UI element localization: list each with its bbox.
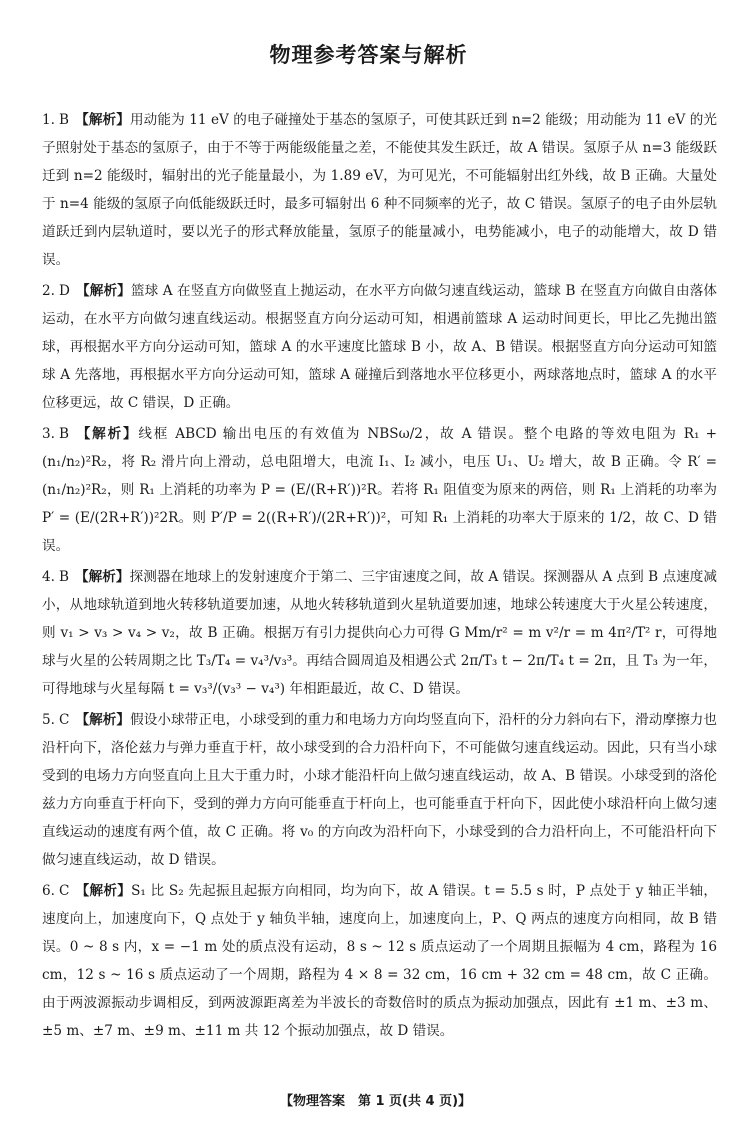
answer-letter: B	[58, 112, 69, 128]
analysis-text: 假设小球带正电，小球受到的重力和电场力方向均竖直向下，沿杆的分力斜向右下，滑动摩擦力也沿杆向下，洛伦兹力与弹力垂直于杆，故小球受到的合力沿杆向下，不可能做匀速直线运动。因此，只有当小球受到的电场力方向竖直向上且大于重力时，小球才能沿杆向上做匀速直线运动，故 A、B 错误。小球受到的洛伦兹力方向垂直于杆向下，受到的弹力方向可能垂直于杆向上，也可能垂直于杆向下，因此使小球沿杆向上做匀速直线运动的速度有两个值，故 C 正确。将 v₀ 的方向改为沿杆向下，小球受到的合力沿杆向上，不可能沿杆向下做匀速直线运动，故 D 错误。	[42, 712, 718, 868]
analysis-tag: 【解析】	[74, 569, 130, 585]
question-number: 4.	[42, 569, 55, 585]
page-footer: 【物理答案 第 1 页(共 4 页)】	[279, 1094, 472, 1109]
analysis-tag: 【解析】	[75, 283, 131, 299]
analysis-text: S₁ 比 S₂ 先起振且起振方向相同，均为向下，故 A 错误。t = 5.5 s 时，P 点处于 y 轴正半轴，速度向上，加速度向下，Q 点处于 y 轴负半轴，速度向上，加速度向上，P、Q 两点的速度方向相同，故 B 错误。0 ~ 8 s 内，x = −1 m 处的质点没有运动，8 s ~ 12 s 质点运动了一个周期且振幅为 4 cm，路程为 16 cm，12 s ~ 16 s 质点运动了一个周期，路程为 4 × 8 = 32 cm，16 cm + 32 cm = 48 cm，故 C 正确。由于两波源振动步调相反，到两波源距离差为半波长的奇数倍时的质点为振动加强点，因此有 ±1 m、±3 m、±5 m、±7 m、±9 m、±11 m 共 12 个振动加强点，故 D 错误。	[42, 883, 718, 1039]
question-number: 2.	[42, 283, 55, 299]
question-5	[20, 706, 717, 874]
analysis-text: 探测器在地球上的发射速度介于第二、三宇宙速度之间，故 A 错误。探测器从 A 点到 B 点速度减小，从地球轨道到地火转移轨道要加速，从地火转移轨道到火星轨道要加速，地球公转速度大于火星公转速度，则 v₁ > v₃ > v₄ > v₂，故 B 正确。根据万有引力提供向心力可得 G Mm/r² = m v²/r = m 4π²/T² r，可得地球与火星的公转周期之比 T₃/T₄ = v₄³/v₃³。再结合圆周追及相遇公式 2π/T₃ t − 2π/T₄ t = 2π，且 T₃ 为一年，可得地球与火星每隔 t = v₃³/(v₃³ − v₄³) 年相距最近，故 C、D 错误。	[42, 569, 718, 697]
answer-letter: B	[58, 426, 69, 442]
answer-letter: D	[58, 283, 70, 299]
analysis-tag: 【解析】	[75, 712, 131, 728]
analysis-tag: 【解析】	[74, 426, 139, 442]
analysis-text: 篮球 A 在竖直方向做竖直上抛运动，在水平方向做匀速直线运动，篮球 B 在竖直方向做自由落体运动，在水平方向做匀速直线运动。根据竖直方向分运动可知，相遇前篮球 A 运动时间更长，甲比乙先抛出篮球，再根据水平方向分运动可知，篮球 A 的水平速度比篮球 B 小，故 A、B 错误。根据竖直方向分运动可知篮球 A 先落地，再根据水平方向分运动可知，篮球 A 碰撞后到落地水平位移更小，两球落地点时，篮球 A 的水平位移更远，故 C 错误，D 正确。	[42, 283, 718, 411]
analysis-tag: 【解析】	[74, 112, 130, 128]
answer-letter: C	[58, 712, 70, 728]
question-number: 6.	[42, 883, 55, 899]
analysis-text: 用动能为 11 eV 的电子碰撞处于基态的氢原子，可使其跃迁到 n=2 能级；用动能为 11 eV 的光子照射处于基态的氢原子，由于不等于两能级能量之差，不能使其发生跃迁，故 A 错误。氢原子从 n=3 能级跃迁到 n=2 能级时，辐射出的光子能量最小，为 1.89 eV，为可见光，不可能辐射出红外线，故 B 正确。大量处于 n=4 能级的氢原子向低能级跃迁时，最多可辐射出 6 种不同频率的光子，故 C 错误。氢原子的电子由外层轨道跃迁到内层轨道时，要以光子的形式释放能量，氢原子的能量减小，电势能减小，电子的动能增大，故 D 错误。	[42, 112, 718, 268]
question-2	[20, 277, 717, 417]
page-title: 物理参考答案与解析	[269, 43, 468, 67]
question-1	[20, 106, 717, 274]
answer-letter: C	[58, 883, 70, 899]
analysis-text: 线框 ABCD 输出电压的有效值为 NBSω/2，故 A 错误。整个电路的等效电阻为 R₁ + (n₁/n₂)²R₂，将 R₂ 滑片向上滑动，总电阻增大，电流 I₁、I₂ 减小，电压 U₁、U₂ 增大，故 B 正确。令 R′ = (n₁/n₂)²R₂，则 R₁ 上消耗的功率为 P = (E/(R+R′))²R。若将 R₁ 阻值变为原来的两倍，则 R₁ 上消耗的功率为 P′ = (E/(2R+R′))²2R。则 P′/P = 2((R+R′)/(2R+R′))²，可知 R₁ 上消耗的功率大于原来的 1/2，故 C、D 错误。	[42, 426, 717, 554]
question-4	[20, 563, 717, 703]
question-number: 1.	[42, 112, 55, 128]
answer-letter: B	[58, 569, 69, 585]
question-number: 5.	[42, 712, 55, 728]
question-3	[20, 420, 717, 560]
question-6	[20, 877, 717, 1045]
question-number: 3.	[42, 426, 55, 442]
analysis-tag: 【解析】	[75, 883, 132, 899]
